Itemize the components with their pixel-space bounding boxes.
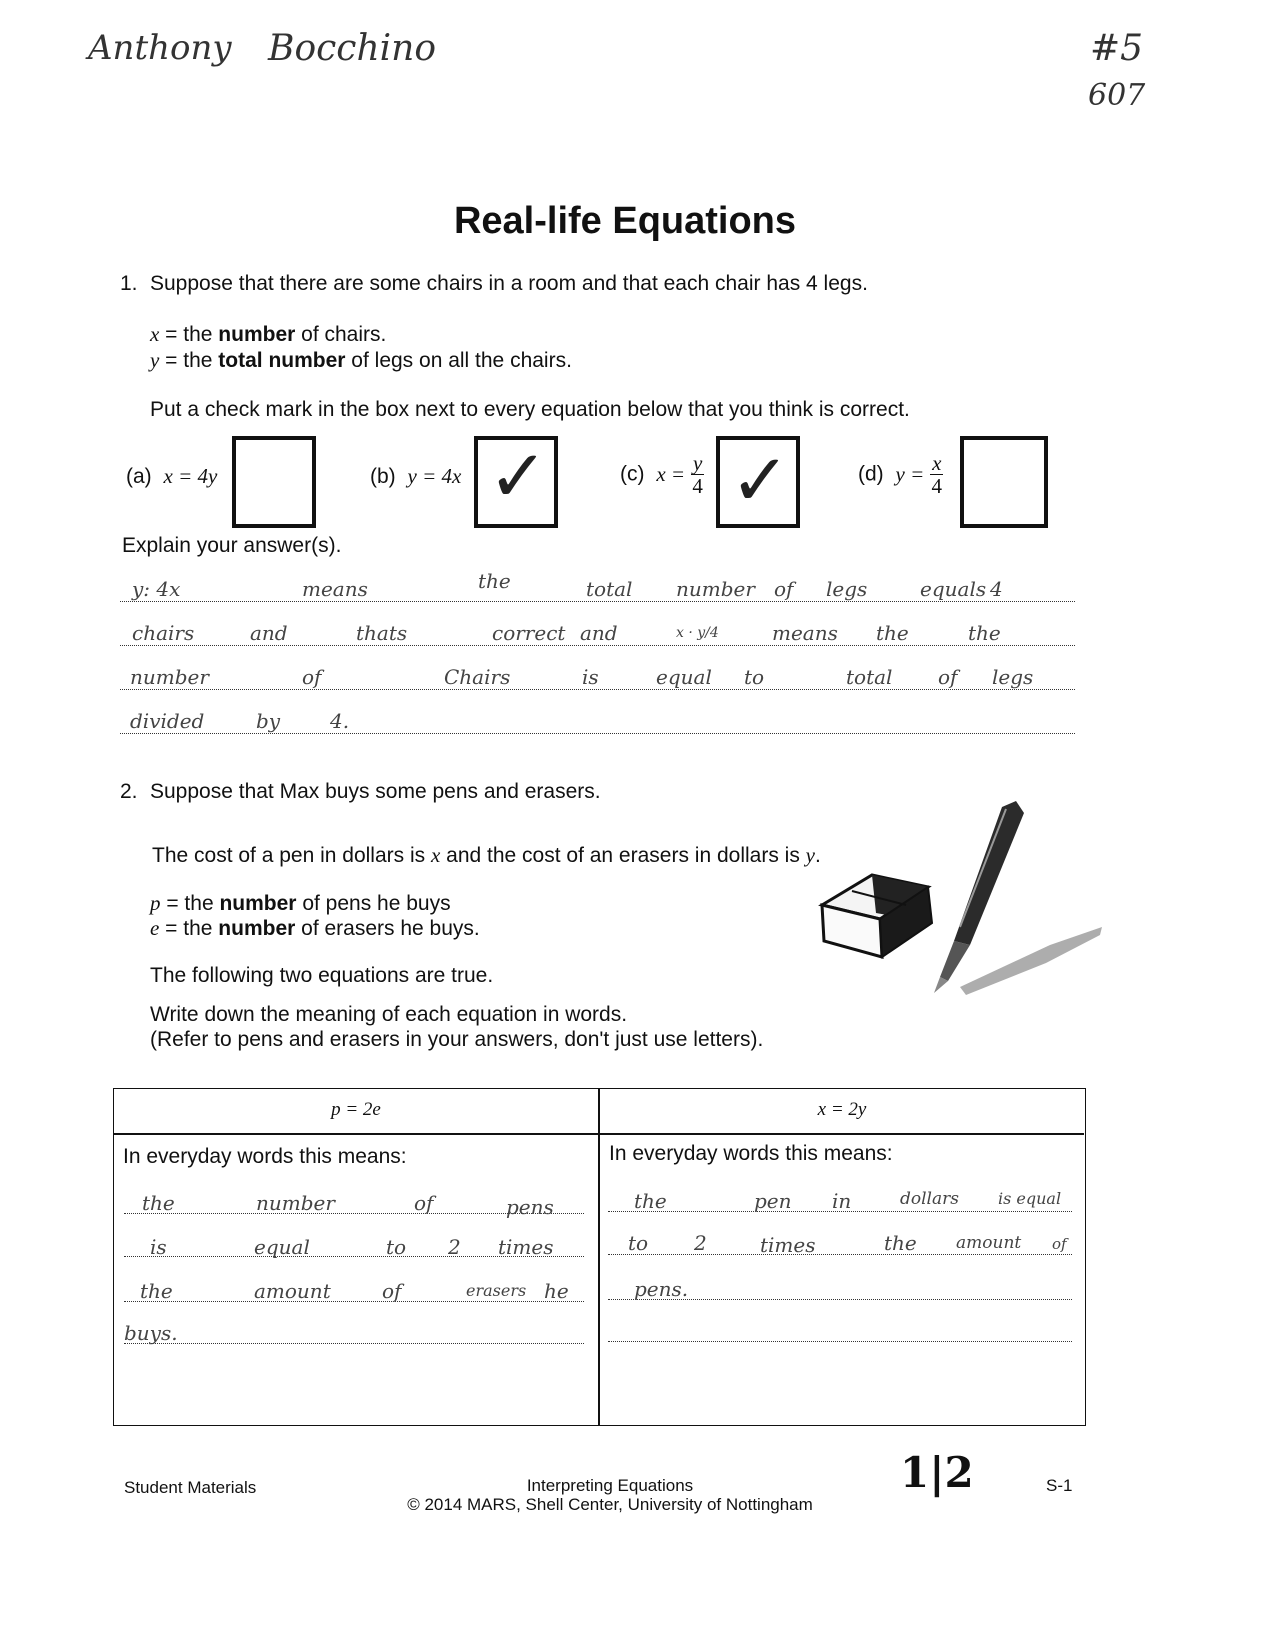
var-e: e [150, 916, 160, 940]
option-d-checkbox[interactable] [960, 436, 1048, 528]
eraser-pen-illustration [810, 795, 1110, 1005]
def-text: of pens he buys [296, 892, 451, 915]
hw-word: thats [356, 621, 408, 645]
hw-word: buys. [124, 1321, 178, 1345]
check-mark-icon: ✓ [730, 438, 791, 522]
def-text: = the [159, 917, 219, 940]
q1-instruction: Put a check mark in the box next to every equation below that you think is correct. [150, 398, 910, 421]
hw-word: is equal [998, 1189, 1062, 1208]
footer-right: S-1 [1046, 1476, 1073, 1495]
answer-line [124, 1343, 584, 1344]
var-x: x [430, 843, 441, 867]
def-text: = the [160, 892, 220, 915]
footer-center-1: Interpreting Equations [526, 1476, 694, 1495]
hw-word: dollars [900, 1189, 959, 1209]
hw-word: legs [992, 665, 1034, 689]
option-b-checkbox[interactable] [474, 436, 558, 528]
fraction-numerator: x [932, 451, 942, 475]
def-text: = the [159, 323, 219, 346]
option-a-label: (a) [126, 465, 152, 488]
q1-def-x [150, 322, 386, 347]
page-title: Real-life Equations [453, 200, 797, 242]
hw-word: divided [130, 709, 205, 733]
q2-number: 2. [120, 780, 138, 803]
option-a-checkbox[interactable] [232, 436, 316, 528]
hw-word: 4. [330, 709, 350, 733]
option-d-lhs: y = [895, 462, 925, 486]
q2-refer-text: (Refer to pens and erasers in your answers, don't just use letters). [150, 1028, 764, 1051]
footer-left: Student Materials [124, 1478, 257, 1497]
q1-number: 1. [120, 272, 138, 295]
hw-word: the [478, 569, 511, 593]
def-text: of chairs. [295, 323, 387, 346]
q2-prompt: Suppose that Max buys some pens and erasers. [150, 780, 601, 803]
score-mark: 1|2 [900, 1448, 974, 1497]
hw-word: of [382, 1279, 402, 1303]
answer-line [608, 1254, 1072, 1255]
check-mark-icon: ✓ [488, 434, 549, 518]
option-c-checkbox[interactable] [716, 436, 800, 528]
table-divider-vertical [598, 1089, 600, 1425]
hw-word: of [1052, 1235, 1067, 1253]
hw-word: number [130, 665, 209, 689]
hw-word: is [150, 1235, 167, 1259]
option-b-equation: y = 4x [407, 464, 462, 488]
hw-word: pens. [634, 1277, 689, 1301]
hw-word: x · y/4 [676, 625, 719, 641]
hw-word: times [760, 1233, 816, 1257]
hw-word: 2 [448, 1235, 461, 1259]
var-y: y [805, 843, 815, 867]
hw-word: the [884, 1231, 917, 1255]
hw-word: the [140, 1279, 173, 1303]
hw-word: correct [492, 621, 566, 645]
option-d-fraction [930, 452, 943, 497]
col1-cell-label: In everyday words this means: [123, 1145, 407, 1168]
col1-header: p = 2e [331, 1099, 381, 1120]
hw-word: he [544, 1279, 569, 1303]
hw-word: number [676, 577, 755, 601]
var-p: p [150, 891, 161, 915]
def-bold: number [218, 917, 296, 940]
option-d-label: (d) [858, 462, 884, 486]
q2-cost [152, 843, 821, 868]
answer-line [120, 733, 1075, 734]
hw-word: to [628, 1231, 649, 1255]
hw-word: the [142, 1191, 175, 1215]
def-bold: number [218, 323, 296, 346]
hw-word: in [832, 1189, 852, 1213]
def-text: = the [159, 349, 219, 372]
hw-word: equal [254, 1235, 310, 1259]
hw-word: the [876, 621, 909, 645]
hw-word: equals [920, 577, 987, 601]
hw-word: means [302, 577, 368, 601]
student-last-name: Bocchino [268, 28, 437, 69]
hw-word: equal [656, 665, 712, 689]
hw-word: y: 4x [132, 577, 181, 601]
option-c-lhs: x = [656, 462, 686, 486]
student-first-name: Anthony [88, 28, 232, 68]
answer-line [120, 645, 1075, 646]
option-c [620, 452, 704, 497]
option-b [370, 464, 461, 489]
hw-word: erasers [466, 1281, 527, 1300]
hw-word: amount [956, 1233, 1022, 1253]
hw-word: of [938, 665, 958, 689]
hw-word: the [968, 621, 1001, 645]
q2-true-text: The following two equations are true. [150, 964, 494, 987]
eraser-icon [822, 875, 932, 957]
hw-word: and [580, 621, 618, 645]
hw-word: amount [254, 1279, 331, 1303]
hw-word: legs [826, 577, 868, 601]
hw-word: 4 [990, 577, 1003, 601]
cost-text: . [815, 844, 821, 867]
option-a [126, 464, 217, 489]
hw-word: and [250, 621, 288, 645]
hw-word: of [414, 1191, 434, 1215]
q2-def-p [150, 891, 451, 916]
fraction-numerator: y [692, 451, 703, 475]
hw-word: the [634, 1189, 667, 1213]
option-a-equation: x = 4y [163, 464, 218, 488]
hw-word: Chairs [444, 665, 511, 689]
fraction-denominator: 4 [931, 474, 943, 498]
hw-word: is [582, 665, 599, 689]
cost-text: The cost of a pen in dollars is [152, 844, 431, 867]
class-number: 607 [1088, 78, 1146, 113]
q1-def-y [150, 348, 572, 373]
q2-write-text: Write down the meaning of each equation in words. [150, 1003, 628, 1026]
hw-word: times [498, 1235, 554, 1259]
answer-line [124, 1301, 584, 1302]
response-table [113, 1088, 1086, 1426]
def-bold: total number [218, 349, 346, 372]
explain-label: Explain your answer(s). [122, 534, 342, 557]
hw-word: total [586, 577, 633, 601]
hw-word: total [846, 665, 893, 689]
var-y: y [150, 348, 160, 372]
q1-prompt: Suppose that there are some chairs in a room and that each chair has 4 legs. [150, 272, 868, 295]
hw-word: to [744, 665, 765, 689]
hw-word: by [256, 709, 281, 733]
option-d [858, 452, 943, 497]
student-number: #5 [1090, 28, 1144, 69]
answer-line [120, 689, 1075, 690]
pen-icon [934, 801, 1102, 995]
hw-word: chairs [132, 621, 195, 645]
footer-center-2: © 2014 MARS, Shell Center, University of Nottingham [407, 1495, 813, 1514]
hw-word: pen [754, 1189, 792, 1213]
col2-cell-label: In everyday words this means: [609, 1142, 893, 1165]
fraction-denominator: 4 [692, 474, 703, 498]
col2-header: x = 2y [817, 1099, 867, 1120]
table-divider-horizontal [114, 1133, 1084, 1135]
option-c-fraction [691, 452, 704, 497]
def-bold: number [219, 892, 297, 915]
def-text: of legs on all the chairs. [345, 349, 572, 372]
hw-word: pens [506, 1195, 554, 1219]
var-x: x [150, 322, 160, 346]
answer-line [120, 601, 1075, 602]
hw-word: to [386, 1235, 407, 1259]
cost-text: and the cost of an erasers in dollars is [440, 844, 806, 867]
hw-word: of [774, 577, 794, 601]
answer-line [608, 1341, 1072, 1342]
option-c-label: (c) [620, 462, 645, 486]
option-b-label: (b) [370, 465, 396, 488]
hw-word: means [772, 621, 838, 645]
def-text: of erasers he buys. [295, 917, 480, 940]
q2-def-e [150, 916, 480, 941]
hw-word: 2 [694, 1231, 707, 1255]
hw-word: of [302, 665, 322, 689]
hw-word: number [256, 1191, 335, 1215]
